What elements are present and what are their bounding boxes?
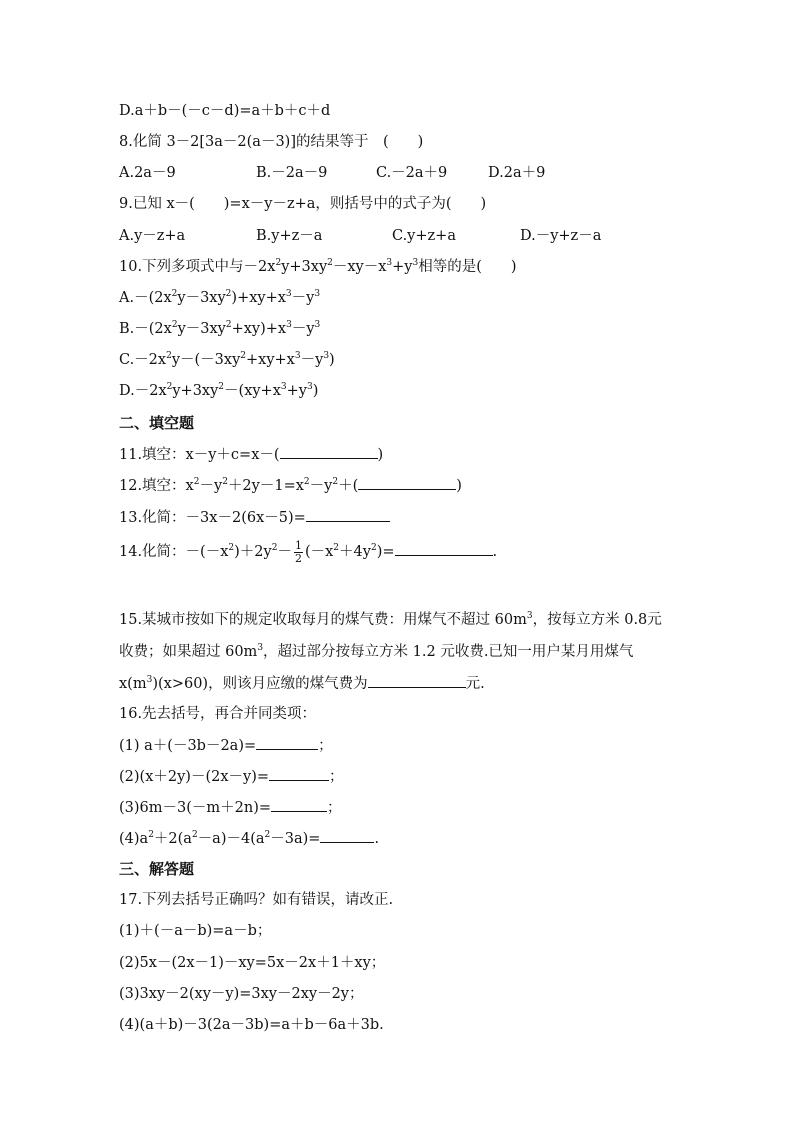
answer-blank[interactable] [306,507,390,522]
q15-line-2: 收费；如果超过 $60m^3$，超过部分按每立方米 1.2 元收费.已知一用户某月用煤气 [119,643,634,660]
q15-line-1: 15.某城市按如下的规定收取每月的煤气费：用煤气不超过 $60m^3$，按每立方米 0.8元 [119,611,662,628]
q17-stem: 17.下列去括号正确吗？如有错误，请改正. [119,892,394,908]
fraction-one-half: $\frac{1}{2}$ [294,538,302,565]
answer-blank[interactable] [269,766,329,781]
q11: 11.填空：x－y＋c=x－( ) [119,444,383,465]
q10-option-d: $D.-2x^2y+3xy^2-(xy+x^3+y^3)$ [119,382,319,399]
q10-option-c: $C.-2x^2y-(-3xy^2+xy+x^3-y^3)$ [119,351,335,368]
q8-options [119,163,545,183]
q17-item-3: (3)3xy－2(xy－y)=3xy－2xy－2y； [119,986,364,1002]
answer-blank[interactable] [271,797,327,812]
q10-stem: 10.下列多项式中与$-2x^2y+3xy^2-xy-x^3+y^3$相等的是( ) [119,258,517,275]
q9-options [119,226,601,246]
q16-part-3: (3)6m－3(－m＋2n)= ； [119,797,342,818]
q16-part-1: (1) a＋(－3b－2a)= ； [119,735,333,756]
answer-blank[interactable] [320,828,374,843]
q15-line-3: $x(m^3)(x>60)$，则该月应缴的煤气费为 元. [119,673,485,694]
section-heading-answer: 三、解答题 [119,860,195,878]
q9-option-d: D.－y+z－a [520,228,602,244]
q9-option-b: B.y+z－a [256,228,323,244]
q8-option-b: B.－2a－9 [256,165,328,181]
q16-part-2: (2)(x＋2y)－(2x－y)= ； [119,766,344,787]
q7-option-d: D.a＋b－(－c－d)=a＋b＋c＋d [119,103,331,119]
q16-stem: 16.先去括号，再合并同类项： [119,706,317,722]
q13: 13.化简：－3x－2(6x－5)= [119,507,390,528]
q9-option-c: C.y+z+a [392,228,456,244]
q9-option-a: A.y－z+a [119,228,186,244]
answer-blank[interactable] [256,735,318,750]
answer-blank[interactable] [368,673,466,688]
q8-option-a: A.2a－9 [119,165,176,181]
q9-stem: 9.已知 x－( )=x－y－z+a，则括号中的式子为( ) [119,196,487,212]
answer-blank[interactable] [358,475,456,490]
q12: 12.填空：$x^2-y^2+2y-1=x^2-y^2+$( ) [119,475,462,496]
q8-option-d: D.2a＋9 [488,165,546,181]
q8-option-c: C.－2a＋9 [376,165,448,181]
answer-blank[interactable] [395,541,493,556]
q17-item-1: (1)＋(－a－b)=a－b； [119,923,272,939]
q16-part-4: $(4)a^2+2(a^2-a)-4(a^2-3a)=$ . [119,828,379,849]
q17-item-4: (4)(a＋b)－3(2a－3b)=a＋b－6a＋3b. [119,1017,384,1033]
answer-blank[interactable] [280,444,378,459]
q8-stem: 8.化简 3－2[3a－2(a－3)]的结果等于 ( ) [119,134,424,150]
q10-option-a: $A.-(2x^2y-3xy^2)+xy+x^3-y^3$ [119,289,321,306]
q14: 14.化简：$-(-x^2)+2y^2-$ $\frac{1}{2}$ $(-x^2+4y^2)=$ . [119,538,498,565]
q10-option-b: $B.-(2x^2y-3xy^2+xy)+x^3-y^3$ [119,320,321,337]
q17-item-2: (2)5x－(2x－1)－xy=5x－2x＋1＋xy； [119,955,386,971]
section-heading-fill-in: 二、填空题 [119,414,195,432]
